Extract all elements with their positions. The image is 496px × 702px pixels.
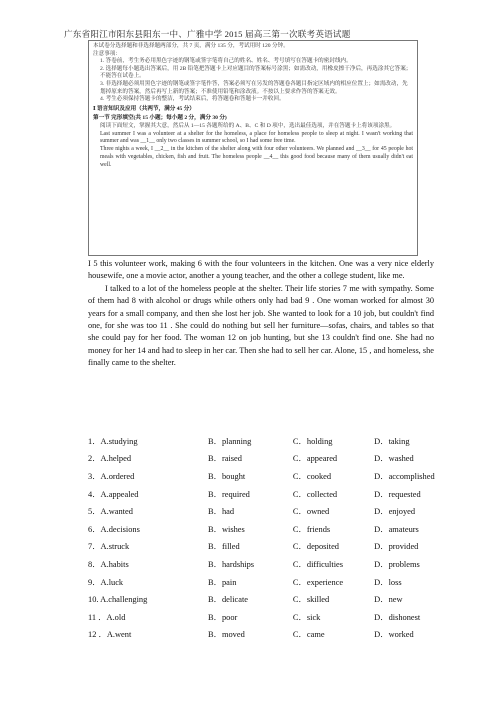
option-b: B．delicate [208, 595, 248, 605]
note-item: 3. 非选择题必须用黑色字迹的钢笔或签字笔作答，答案必须写在另发的答题卷各题目指定区域内的相应位置上；如需改动，先划掉原来的答案，然后再写上新的答案；不准使用铅笔和涂改液。不按以上要求作答的答案无效。 [100, 80, 408, 95]
option-c: C．sick [292, 612, 321, 622]
option-b: B．hardships [208, 559, 255, 569]
option-row [88, 467, 448, 485]
option-b: B．poor [208, 612, 238, 622]
option-b: B．wishes [208, 524, 245, 534]
passage-paragraph: I talked to a lot of the homeless people at the shelter. Their life stories 7 me with sympathy. Some of them had 8 with alcohol or drugs while others only had bad 9 . One woman worked for almost 30 years for a small company, and then she lost her job. She wanted to look for a 10 job, but couldn't find one, for she was too 11 . She could do nothing but sell her furniture—sofas, chairs, and tables so that she could pay for her food. The woman 12 on job hunting, but she 13 couldn't find one. She had no money for her 14 and had to sleep in her car. Then she had to sell her car. Alone, 15 , and homeless, she finally came to the shelter. [88, 283, 434, 368]
section-title: 第一节 完形填空(共 15 小题；每小题 2 分，满分 30 分) [93, 115, 227, 122]
option-a: 8．A.habits [88, 559, 129, 569]
option-row [88, 538, 448, 556]
option-c: C．collected [292, 489, 338, 499]
option-a: 3．A.ordered [88, 471, 135, 481]
option-b: B．filled [208, 542, 240, 552]
option-c: C．experience [292, 577, 344, 587]
option-b: B．moved [208, 630, 245, 640]
option-b: B．raised [208, 454, 242, 464]
instructions-box [88, 40, 418, 256]
option-d: D．new [374, 595, 403, 605]
option-c: C．deposited [292, 542, 339, 552]
option-row [88, 555, 448, 573]
option-d: D．loss [374, 577, 402, 587]
option-d: D．provided [374, 542, 419, 552]
options-list [88, 432, 448, 643]
option-a: 10. A.challenging [88, 594, 148, 604]
option-d: D．accomplished [374, 471, 435, 481]
option-d: D．worked [374, 630, 414, 640]
note-item: 2. 选择题每小题选出答案后，用 2B 铅笔把答题卡上对应题目的答案标号涂黑；如需改动，用橡皮擦干净后，再选涂其它答案；不能答在试卷上。 [100, 65, 412, 80]
exam-intro: 本试卷分选择题和非选择题两部分，共 7 页，满分 135 分，考试用时 120 分钟。 [93, 43, 289, 49]
note-item: 4. 考生必须保持答题卡的整洁，考试结束后，将答题卷和答题卡一并收回。 [100, 96, 285, 103]
option-b: B．pain [208, 577, 237, 587]
note-item: 1. 答卷前，考生务必用黑色字迹的钢笔或签字笔将自己的姓名、姓名、考号填写在答题卡的密封线内。 [100, 58, 352, 65]
option-a: 9．A.luck [88, 577, 124, 587]
option-d: D．amateurs [374, 524, 419, 534]
option-b: B．required [208, 489, 250, 499]
option-row [88, 608, 448, 626]
option-c: C．holding [292, 436, 333, 446]
option-row [88, 590, 448, 608]
option-row [88, 626, 448, 644]
option-b: B．bought [208, 471, 246, 481]
option-a: 5．A.wanted [88, 507, 133, 517]
option-d: D．requested [374, 489, 421, 499]
option-d: D．washed [374, 454, 414, 464]
option-c: C．skilled [292, 595, 330, 605]
option-c: C．difficulties [292, 559, 344, 569]
section-description: 阅读下面短文，掌握其大意，然后从 1—15 各题所给的 A、B、C 和 D 项中，选出最佳选项，并在答题卡上将该项涂黑。 [100, 122, 396, 129]
option-d: D．dishonest [374, 612, 421, 622]
option-c: C．came [292, 630, 325, 640]
option-a: 4．A.appealed [88, 489, 139, 499]
document-title: 广东省阳江市阳东县阳东一中、广雅中学 2015 届高三第一次联考英语试题 [64, 29, 351, 39]
passage-paragraph: Last summer I was a volunteer at a shelter for the homeless, a place for homeless people to sleep at night. I wasn't working that summer and was __1__ only two classes in summer school, so I had some free time. [100, 130, 413, 145]
option-b: B．had [208, 507, 235, 517]
option-row [88, 573, 448, 591]
option-c: C．owned [292, 507, 330, 517]
option-a: 12 ．A.went [88, 630, 132, 640]
part-title: Ⅰ 语言知识及应用（共两节，满分 45 分） [93, 105, 195, 112]
option-a: 11 ．A.old [88, 612, 126, 622]
option-d: D．taking [374, 436, 410, 446]
cloze-passage [88, 258, 434, 370]
option-row [88, 432, 448, 450]
option-d: D．enjoyed [374, 507, 416, 517]
option-a: 1．A.studying [88, 436, 138, 446]
option-c: C．cooked [292, 471, 332, 481]
option-c: C．friends [292, 524, 331, 534]
option-a: 6．A.decisions [88, 524, 140, 534]
passage-paragraph: Three nights a week, I __2__ in the kitchen of the shelter along with four other volunteers. We planned and __3__ for 45 people hot meals with vegetables, chicken, fish and fruit. The homeless people __4__ this good food because many of them usually didn't eat well. [100, 146, 413, 168]
option-row [88, 520, 448, 538]
option-a: 7．A.struck [88, 542, 130, 552]
option-c: C．appeared [292, 454, 338, 464]
option-row [88, 485, 448, 503]
option-b: B．planning [208, 436, 252, 446]
option-row [88, 450, 448, 468]
option-row [88, 502, 448, 520]
passage-paragraph: I 5 this volunteer work, making 6 with the four volunteers in the kitchen. One was a very nice elderly housewife, one a movie actor, another a young teacher, and the other a college student, like me. [88, 259, 434, 281]
option-d: D．problems [374, 559, 420, 569]
option-a: 2．A.helped [88, 454, 132, 464]
notes-heading: 注意事项： [93, 50, 121, 57]
